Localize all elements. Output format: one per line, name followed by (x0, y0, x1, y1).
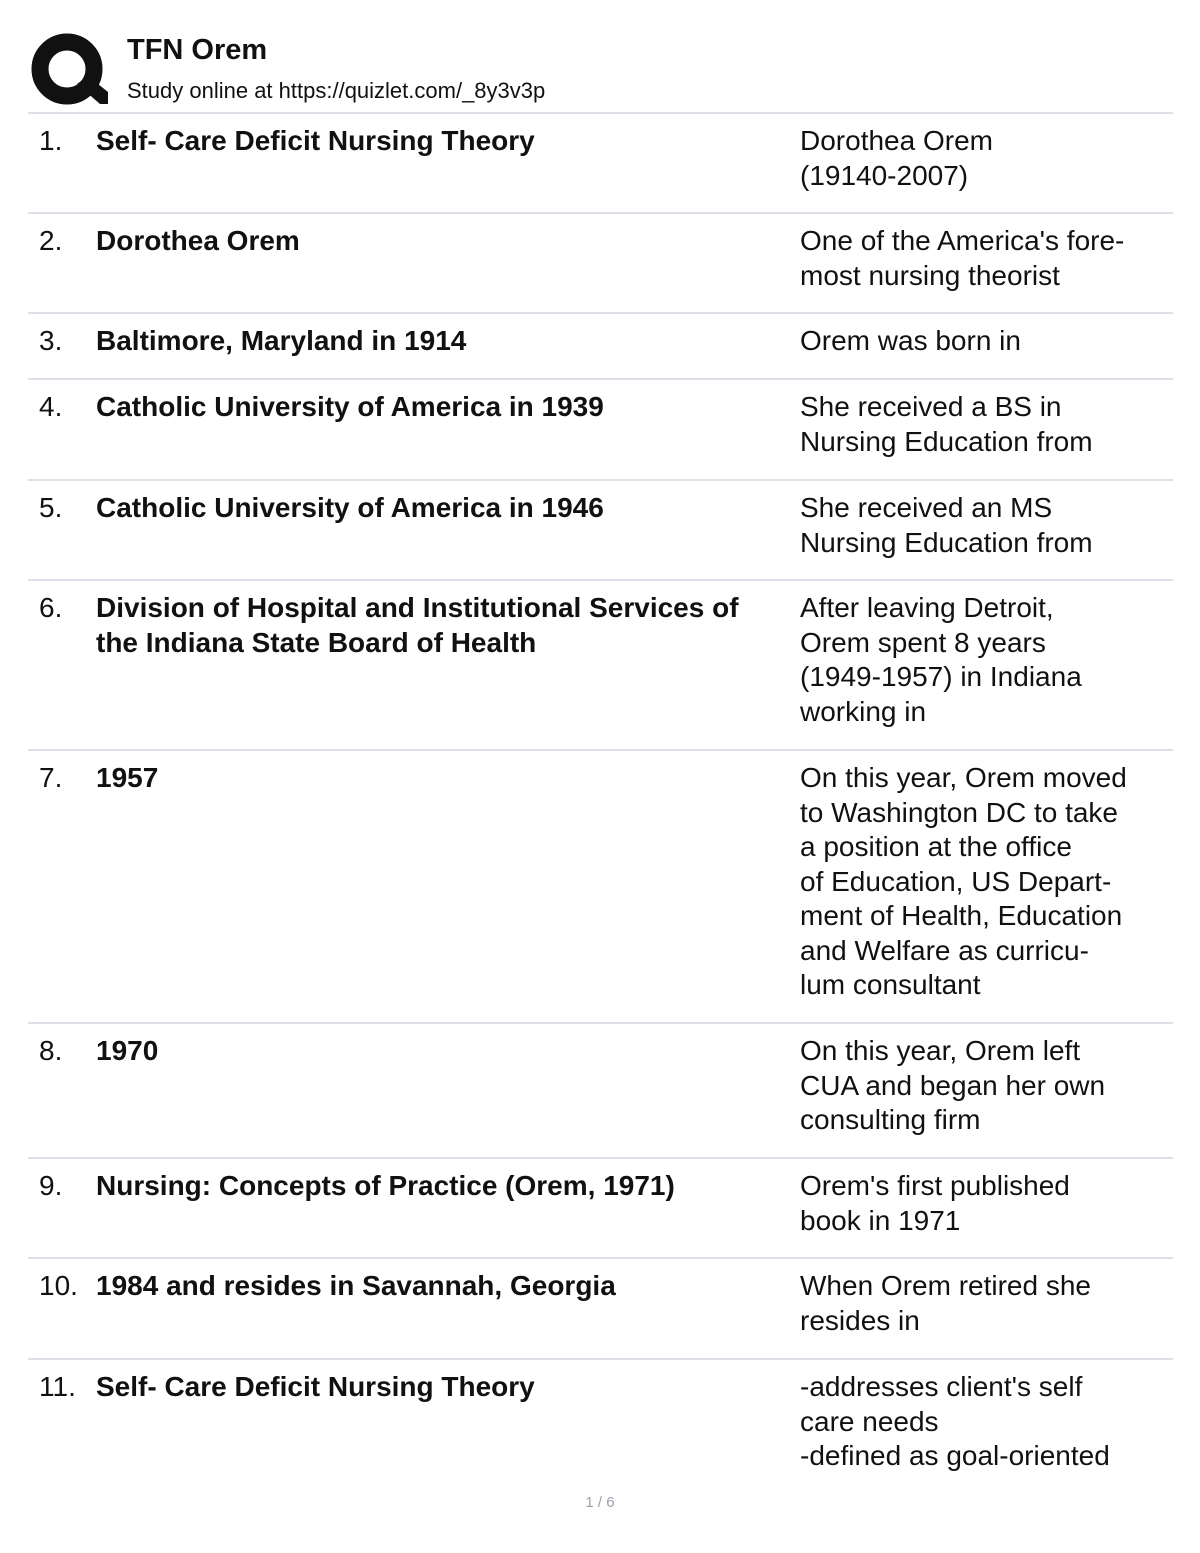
card-definition: She received a BS in Nursing Education from (800, 391, 1093, 457)
card-number: 4. (39, 391, 63, 422)
card-row (28, 314, 1173, 380)
page-number: 1 / 6 (585, 1494, 615, 1511)
card-number: 2. (39, 225, 63, 256)
card-number: 6. (39, 592, 63, 623)
card-term: 1957 (96, 762, 159, 793)
card-row (28, 114, 1173, 214)
card-definition: Orem's first published book in 1971 (800, 1170, 1070, 1236)
card-row (28, 581, 1173, 751)
card-term: Baltimore, Maryland in 1914 (96, 325, 467, 356)
card-term: Nursing: Concepts of Practice (Orem, 1971) (96, 1170, 675, 1201)
card-row (28, 1360, 1173, 1485)
card-term: Division of Hospital and Institutional Services of the Indiana State Board of Health (96, 592, 739, 658)
card-definition: She received an MS Nursing Education from (800, 492, 1093, 558)
card-definition: Dorothea Orem (19140-2007) (800, 125, 993, 191)
card-definition: One of the America's fore- most nursing theorist (800, 225, 1125, 291)
page-header (30, 28, 1175, 112)
set-title: TFN Orem (127, 34, 268, 66)
card-row (28, 1159, 1173, 1259)
card-term: 1970 (96, 1035, 159, 1066)
card-number: 5. (39, 492, 63, 523)
card-row (28, 1024, 1173, 1159)
card-definition: On this year, Orem left CUA and began her own consulting firm (800, 1035, 1106, 1135)
card-number: 1. (39, 125, 63, 156)
card-number: 9. (39, 1170, 63, 1201)
card-row (28, 751, 1173, 1024)
card-definition: When Orem retired she resides in (800, 1270, 1091, 1336)
study-online-link[interactable]: Study online at https://quizlet.com/_8y3v3p (127, 78, 546, 103)
card-term: 1984 and resides in Savannah, Georgia (96, 1270, 616, 1301)
card-row (28, 214, 1173, 314)
card-term: Self- Care Deficit Nursing Theory (96, 1371, 535, 1402)
card-definition: After leaving Detroit, Orem spent 8 years (1949-1957) in Indiana working in (800, 592, 1082, 727)
flashcard-list (28, 112, 1173, 1485)
card-number: 10. (39, 1270, 78, 1301)
card-number: 3. (39, 325, 63, 356)
card-number: 8. (39, 1035, 63, 1066)
card-definition: On this year, Orem moved to Washington DC to take a position at the office of Education, US Depart- ment of Health, Education and Welfare as curricu- lum consultant (800, 762, 1127, 1000)
card-number: 7. (39, 762, 63, 793)
card-term: Dorothea Orem (96, 225, 300, 256)
card-row (28, 380, 1173, 481)
card-term: Self- Care Deficit Nursing Theory (96, 125, 535, 156)
card-row (28, 481, 1173, 581)
card-definition: Orem was born in (800, 325, 1021, 356)
card-number: 11. (39, 1371, 76, 1402)
card-definition: -addresses client's self care needs -defined as goal-oriented (800, 1371, 1110, 1471)
card-term: Catholic University of America in 1939 (96, 391, 604, 422)
quizlet-logo-icon (30, 32, 108, 110)
card-term: Catholic University of America in 1946 (96, 492, 604, 523)
card-row (28, 1259, 1173, 1360)
